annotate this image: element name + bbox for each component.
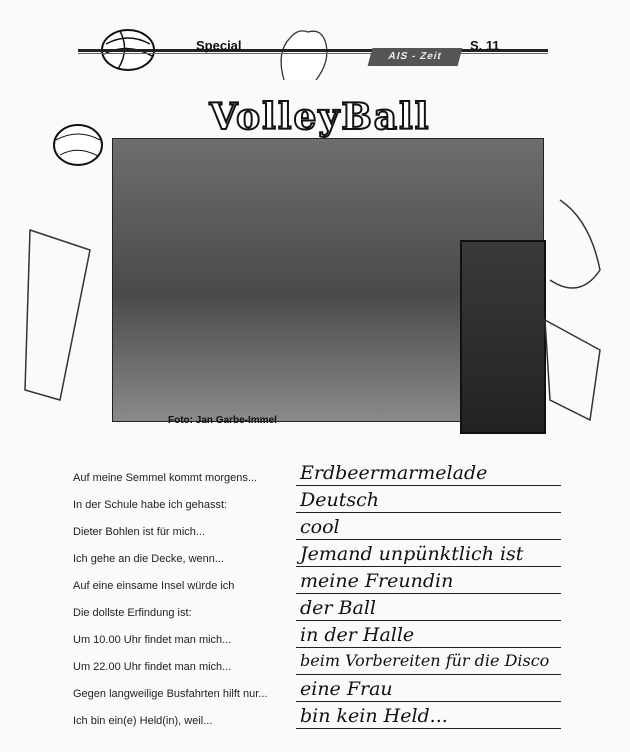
handwritten-answer: meine Freundin xyxy=(300,570,454,592)
handwritten-answer: in der Halle xyxy=(300,624,415,646)
handwritten-answer: cool xyxy=(300,516,340,538)
question: Die dollste Erfindung ist: xyxy=(73,607,192,619)
answer-line xyxy=(296,728,561,729)
question: Ich gehe an die Decke, wenn... xyxy=(73,553,225,565)
team-photo-collage xyxy=(20,100,605,430)
qa-row xyxy=(0,651,630,677)
handwritten-answer: eine Frau xyxy=(300,678,393,700)
answer-line xyxy=(296,701,561,702)
page-header xyxy=(0,0,630,90)
handwritten-answer: bin kein Held... xyxy=(300,705,448,727)
ais-zeit-badge: AIS - Zeit xyxy=(368,48,463,66)
answer-line xyxy=(296,566,561,567)
qa-row xyxy=(0,597,630,623)
photo-credit: Foto: Jan Garbe-Immel xyxy=(168,415,277,426)
qa-row xyxy=(0,516,630,542)
handwritten-answer: Jemand unpünktlich ist xyxy=(300,543,524,565)
question: Auf eine einsame Insel würde ich xyxy=(73,580,235,592)
handwritten-answer: Erdbeermarmelade xyxy=(300,462,488,484)
page-number: S. 11 xyxy=(470,38,500,53)
answer-line xyxy=(296,593,561,594)
question: Dieter Bohlen ist für mich... xyxy=(73,526,206,538)
qa-row xyxy=(0,570,630,596)
handwritten-answer: Deutsch xyxy=(300,489,379,511)
header-rule-thin xyxy=(78,53,548,54)
question: Ich bin ein(e) Held(in), weil... xyxy=(73,715,213,727)
qa-row xyxy=(0,678,630,704)
answer-line xyxy=(296,539,561,540)
answer-line xyxy=(296,512,561,513)
question: Um 22.00 Uhr findet man mich... xyxy=(73,661,232,673)
handwritten-answer: der Ball xyxy=(300,597,376,619)
section-label: Special xyxy=(196,38,242,53)
answer-line xyxy=(296,485,561,486)
qa-row xyxy=(0,489,630,515)
question: Gegen langweilige Busfahrten hilft nur... xyxy=(73,688,268,700)
question: Auf meine Semmel kommt morgens... xyxy=(73,472,258,484)
qa-row xyxy=(0,624,630,650)
cartoon-illustrations xyxy=(20,100,605,430)
qa-row xyxy=(0,462,630,488)
answer-line xyxy=(296,674,561,675)
handwritten-answer: beim Vorbereiten für die Disco xyxy=(300,651,550,670)
answer-line xyxy=(296,620,561,621)
answer-line xyxy=(296,647,561,648)
qa-row xyxy=(0,705,630,731)
question: Um 10.00 Uhr findet man mich... xyxy=(73,634,232,646)
question: In der Schule habe ich gehasst: xyxy=(73,499,228,511)
qa-row xyxy=(0,543,630,569)
page-title: VolleyBall xyxy=(209,96,431,138)
